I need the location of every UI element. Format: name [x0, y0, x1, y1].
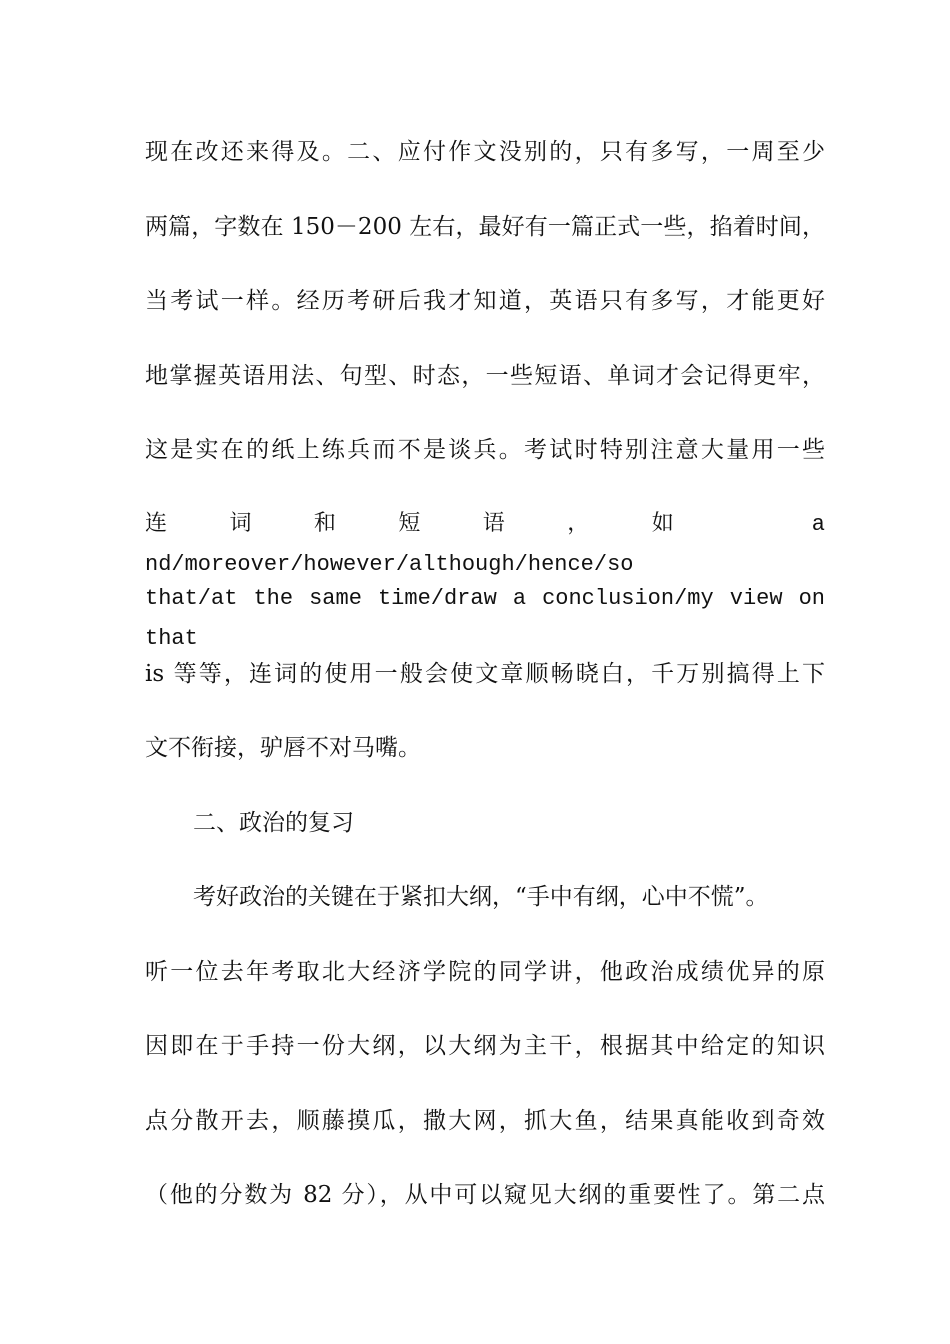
paragraph-line: 听一位去年考取北大经济学院的同学讲，他政治成绩优异的原 — [145, 959, 825, 985]
paragraph-line: is 等等，连词的使用一般会使文章顺畅晓白，千万别搞得上下 — [145, 661, 825, 687]
paragraph-line: 考好政治的关键在于紧扣大纲，“手中有纲，心中不慌”。 — [193, 884, 769, 910]
paragraph-line: that/at the same time/draw a conclusion/my view on that — [145, 586, 825, 651]
paragraph-line: 当考试一样。经历考研后我才知道，英语只有多写，才能更好 — [145, 288, 825, 314]
paragraph-line: 连词和短语，如 a nd/moreover/however/although/hence/so — [145, 512, 825, 577]
paragraph-line: 点分散开去，顺藤摸瓜，撒大网，抓大鱼，结果真能收到奇效 — [145, 1108, 825, 1134]
paragraph-line: 两篇，字数在 150－200 左右，最好有一篇正式一些，掐着时间， — [145, 214, 825, 240]
paragraph-line: 现在改还来得及。二、应付作文没别的，只有多写，一周至少 — [145, 139, 825, 165]
paragraph-line: 这是实在的纸上练兵而不是谈兵。考试时特别注意大量用一些 — [145, 437, 825, 463]
paragraph-line: （他的分数为 82 分），从中可以窥见大纲的重要性了。第二点 — [145, 1182, 825, 1208]
paragraph-line: 文不衔接，驴唇不对马嘴。 — [145, 735, 421, 761]
section-heading: 二、政治的复习 — [193, 810, 354, 836]
paragraph-line: 地掌握英语用法、句型、时态，一些短语、单词才会记得更牢， — [145, 363, 825, 389]
paragraph-line: 因即在于手持一份大纲，以大纲为主干，根据其中给定的知识 — [145, 1033, 825, 1059]
